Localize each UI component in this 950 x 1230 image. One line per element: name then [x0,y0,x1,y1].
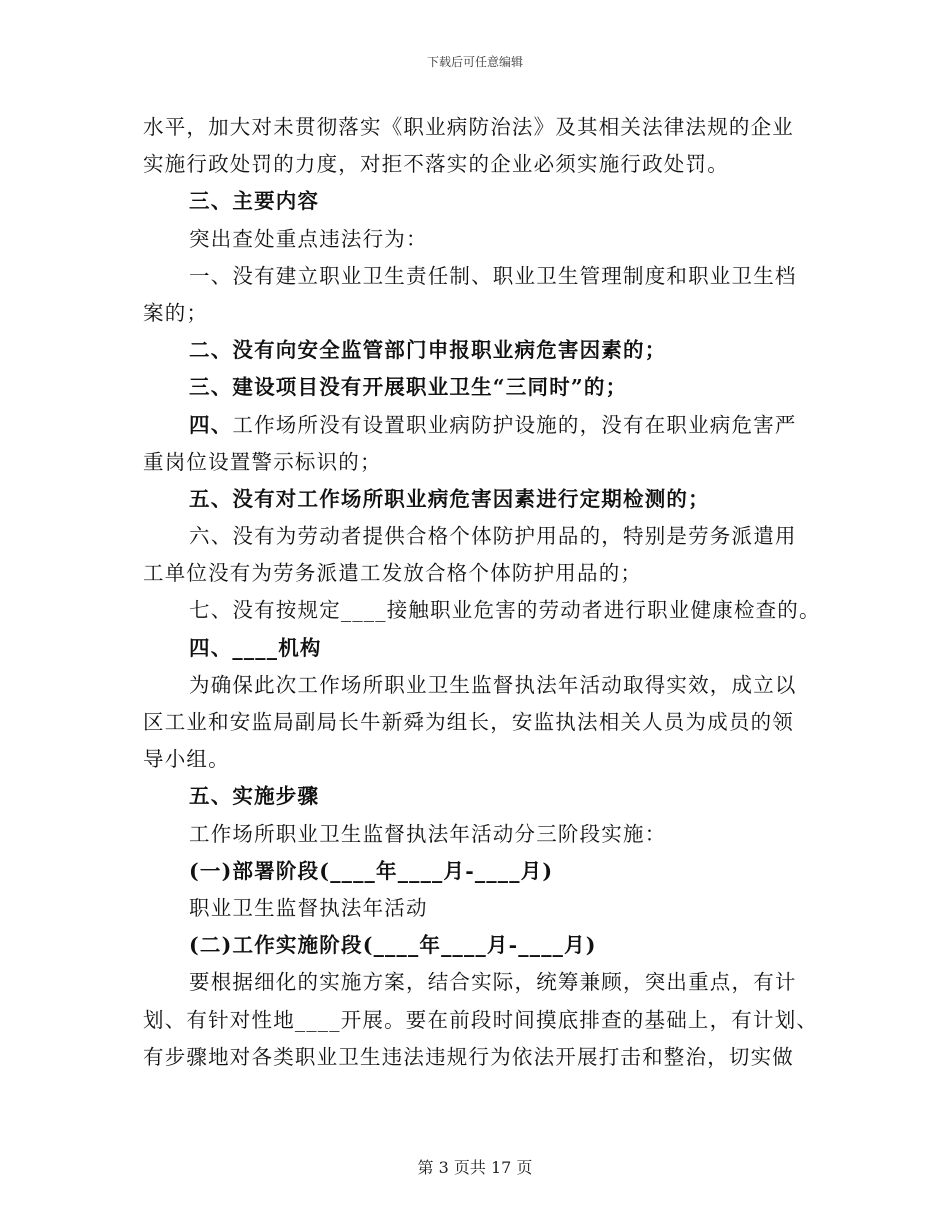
page-footer: 第 3 页共 17 页 [417,1158,533,1177]
section-heading: 三、主要内容 [189,189,320,214]
section-heading: 四、____机构 [189,635,322,660]
list-item: 一、没有建立职业卫生责任制、职业卫生管理制度和职业卫生档 [189,263,797,288]
list-item-text: 工作场所没有设置职业病防护设施的，没有在职业病危害严 [232,412,797,437]
paragraph-line: 工单位没有为劳务派遣工发放合格个体防护用品的； [143,561,643,586]
paragraph-line: 有步骤地对各类职业卫生违法违规行为依法开展打击和整治，切实做 [143,1044,794,1069]
paragraph-line: 划、有针对性地____开展。要在前段时间摸底排查的基础上，有计划、 [143,1007,819,1032]
paragraph-line: 职业卫生监督执法年活动 [189,895,428,920]
paragraph-line: 突出查处重点违法行为： [189,226,428,251]
paragraph-line: 案的； [143,300,209,325]
paragraph-line: 工作场所职业卫生监督执法年活动分三阶段实施： [189,821,667,846]
subsection-heading: (二)工作实施阶段(____年____月-____月) [189,933,597,958]
list-item: 七、没有按规定____接触职业危害的劳动者进行职业健康检查的。 [189,598,821,623]
paragraph-line: 区工业和安监局副局长牛新舜为组长，安监执法相关人员为成员的领 [143,710,794,734]
list-marker: 四、 [189,412,233,437]
paragraph-line: 水平，加大对未贯彻落实《职业病防治法》及其相关法律法规的企业 [143,115,794,139]
list-item [143,407,808,444]
page-header: 下载后可任意编辑 [426,55,523,69]
subsection-heading: (一)部署阶段(____年____月-____月) [189,858,554,883]
paragraph-line: 要根据细化的实施方案，结合实际，统筹兼顾，突出重点，有计 [189,970,797,995]
paragraph-line: 导小组。 [143,747,230,772]
section-heading: 五、实施步骤 [189,784,320,809]
list-item: 二、没有向安全监管部门申报职业病危害因素的； [189,338,667,363]
list-item: 五、没有对工作场所职业病危害因素进行定期检测的； [189,486,710,511]
list-item: 三、建设项目没有开展职业卫生“三同时”的； [189,375,628,400]
paragraph-line: 为确保此次工作场所职业卫生监督执法年活动取得实效，成立以 [189,672,797,697]
document-body [143,109,821,1076]
paragraph-line: 重岗位设置警示标识的； [143,449,382,474]
paragraph-line: 实施行政处罚的力度，对拒不落实的企业必须实施行政处罚。 [143,152,729,177]
list-item: 六、没有为劳动者提供合格个体防护用品的，特别是劳务派遣用 [189,524,797,549]
